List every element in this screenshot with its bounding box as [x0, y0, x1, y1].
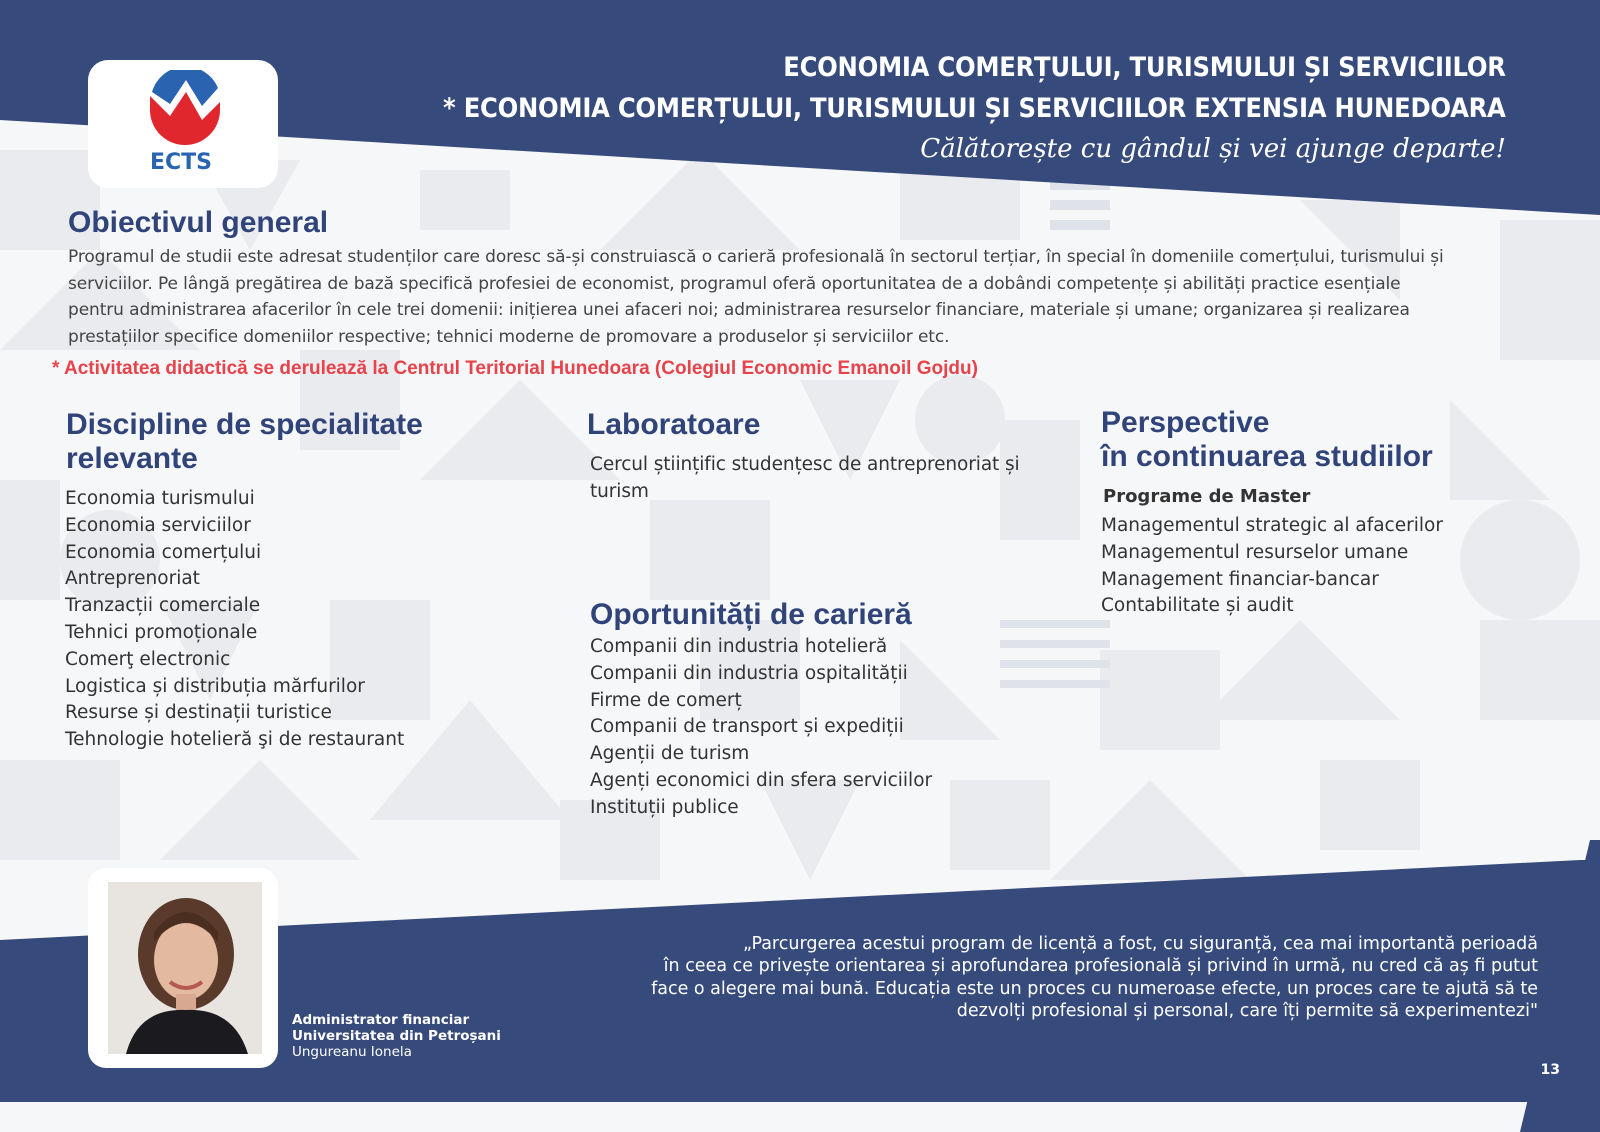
- labs-line: turism: [590, 480, 649, 502]
- list-item: Tranzacții comerciale: [65, 595, 261, 617]
- program-title-extension: * ECONOMIA COMERȚULUI, TURISMULUI ȘI SERVICIILOR EXTENSIA HUNEDOARA: [443, 93, 1506, 124]
- disciplines-heading-line: relevante: [66, 442, 198, 475]
- objective-line: pentru administrarea afacerilor în cele trei domenii: inițierea unei afaceri noi; administrarea resurselor financiare, materiale și umane; organizarea și realizarea: [68, 300, 1410, 320]
- page-number: 13: [1540, 1062, 1560, 1078]
- objective-line: prestațiilor specifice domeniilor respective; tehnici moderne de promovare a produselor și serviciilor etc.: [68, 326, 950, 347]
- perspectives-heading-line: în continuarea studiilor: [1101, 440, 1433, 473]
- list-item: Agenții de turism: [590, 743, 750, 765]
- list-item: Contabilitate și audit: [1101, 595, 1294, 617]
- list-item: Economia comerțului: [65, 541, 262, 563]
- labs-heading: Laboratoare: [587, 408, 761, 441]
- testimonial-portrait-photo: [108, 882, 262, 1054]
- list-item: Companii de transport și expediții: [590, 716, 904, 738]
- list-item: Economia turismului: [65, 488, 255, 509]
- quote-line: dezvolți profesional și personal, care îți permite să experimentezi": [956, 1000, 1538, 1021]
- tagline: Călătorește cu gândul și vei ajunge departe!: [920, 134, 1506, 164]
- master-programs-subheading: Programe de Master: [1103, 486, 1311, 507]
- list-item: Comerţ electronic: [65, 648, 231, 670]
- labs-description: [590, 452, 1020, 506]
- perspectives-heading: [1101, 406, 1433, 474]
- labs-line: Cercul științific studențesc de antreprenoriat și: [590, 454, 1020, 475]
- program-title: ECONOMIA COMERȚULUI, TURISMULUI ȘI SERVICIILOR: [783, 52, 1506, 83]
- careers-list: [590, 634, 932, 822]
- objective-paragraph: [68, 244, 1548, 350]
- list-item: Tehnologie hotelieră şi de restaurant: [65, 729, 405, 751]
- list-item: Companii din industria ospitalității: [590, 662, 908, 684]
- disciplines-list: [65, 486, 404, 754]
- author-name: Ungureanu Ionela: [292, 1044, 412, 1060]
- list-item: Management financiar-bancar: [1101, 568, 1379, 590]
- logo-text: ECTS: [149, 150, 213, 175]
- careers-heading: Oportunități de carieră: [590, 598, 912, 631]
- list-item: Agenți economici din sfera serviciilor: [590, 769, 933, 791]
- ects-logo-icon: [140, 70, 230, 150]
- list-item: Economia serviciilor: [65, 514, 251, 536]
- author-role: Administrator financiar: [292, 1012, 470, 1028]
- list-item: Firme de comerț: [590, 689, 742, 711]
- quote-line: „Parcurgerea acestui program de licență a fost, cu siguranță, cea mai importantă perioadă: [743, 934, 1538, 954]
- disciplines-heading: [66, 408, 423, 476]
- list-item: Logistica și distribuția mărfurilor: [65, 675, 365, 697]
- list-item: Tehnici promoționale: [65, 621, 258, 643]
- list-item: Managementul resurselor umane: [1101, 541, 1409, 563]
- extension-note: * Activitatea didactică se derulează la Centrul Teritorial Hunedoara (Colegiul Economic Emanoil Gojdu): [52, 358, 978, 379]
- author-institution: Universitatea din Petroșani: [292, 1028, 501, 1044]
- testimonial-quote: [651, 933, 1538, 1022]
- perspectives-heading-line: Perspective: [1101, 406, 1270, 439]
- master-programs-list: [1101, 513, 1443, 620]
- list-item: Managementul strategic al afacerilor: [1101, 515, 1443, 536]
- list-item: Antreprenoriat: [65, 568, 200, 590]
- list-item: Companii din industria hotelieră: [590, 636, 888, 657]
- list-item: Resurse și destinații turistice: [65, 702, 332, 724]
- quote-line: în ceea ce privește orientarea și aprofundarea profesională și privind în urmă, nu cred că aș fi putut: [663, 956, 1538, 977]
- objective-heading: Obiectivul general: [68, 206, 329, 239]
- testimonial-author: [292, 1012, 501, 1060]
- list-item: Instituții publice: [590, 796, 739, 818]
- objective-line: Programul de studii este adresat studenților care doresc să-și construiască o carieră profesională în sectorul terțiar, în special în domeniile comerțului, turismului și: [68, 247, 1444, 267]
- quote-line: face o alegere mai bună. Educația este un proces cu numeroase efecte, un proces care te ajută să te: [651, 978, 1538, 999]
- disciplines-heading-line: Discipline de specialitate: [66, 408, 423, 441]
- objective-line: serviciilor. Pe lângă pregătirea de bază specifică profesiei de economist, programul oferă oportunitatea de a dobândi competențe și abilități practice esențiale: [68, 273, 1401, 294]
